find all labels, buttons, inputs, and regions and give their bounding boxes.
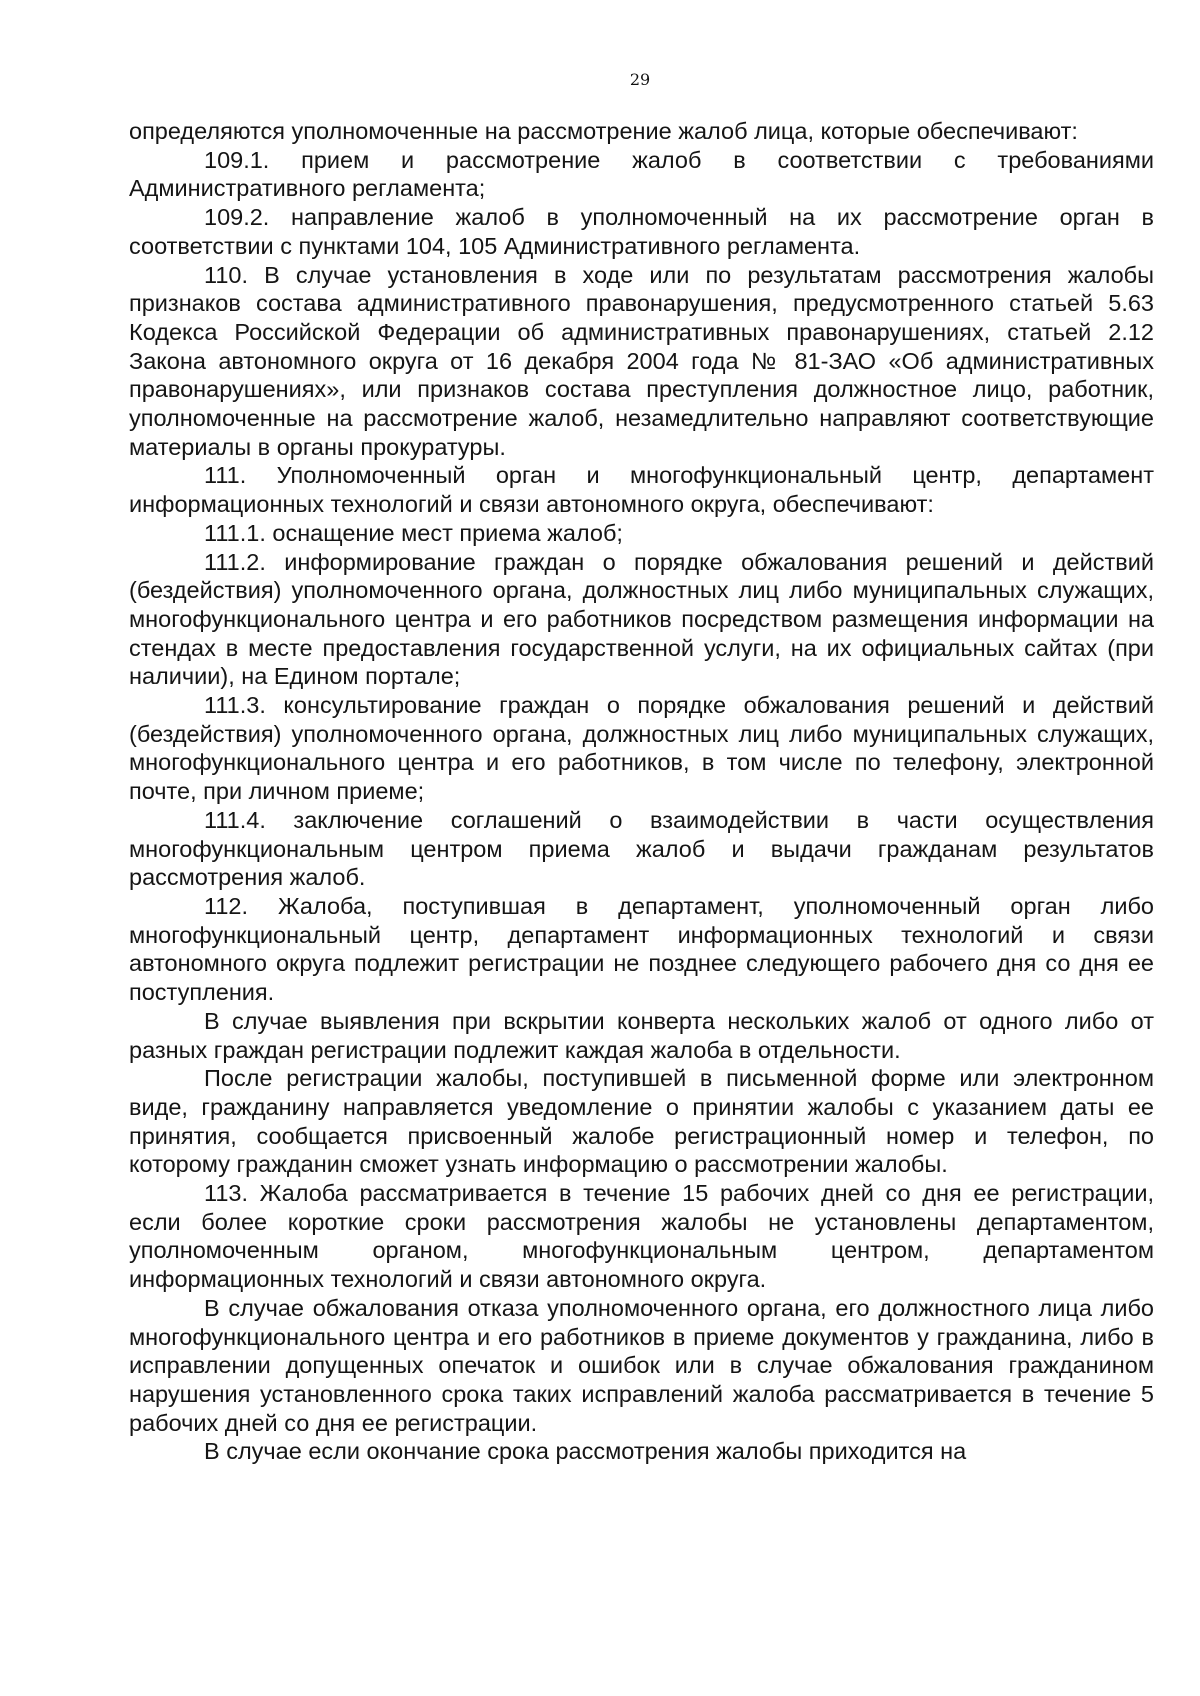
paragraph-109-2: 109.2. направление жалоб в уполномоченный на их рассмотрение орган в соответствии с пунктами 104, 105 Административного регламента. bbox=[129, 204, 1154, 259]
paragraph-obligations-intro: определяются уполномоченные на рассмотрение жалоб лица, которые обеспечивают: bbox=[129, 118, 1078, 144]
paragraph-113: 113. Жалоба рассматривается в течение 15 рабочих дней со дня ее регистрации, если более короткие сроки рассмотрения жалобы не установлены департаментом, уполномоченным органом, многофункциональным центром, департаментом информационных технологий и связи автономного округа. bbox=[129, 1180, 1154, 1293]
paragraph-111-3: 111.3. консультирование граждан о порядке обжалования решений и действий (бездействия) уполномоченного органа, должностных лиц либо муниципальных служащих, многофункционального центра и его работников, в том числе по телефону, электронной почте, при личном приеме; bbox=[129, 692, 1154, 805]
document-body bbox=[129, 117, 1154, 1466]
paragraph-113-refusal-appeal: В случае обжалования отказа уполномоченного органа, его должностного лица либо многофункционального центра и его работников в приеме документов у гражданина, либо в исправлении допущенных опечаток и ошибок или в случае обжалования гражданином нарушения установленного срока таких исправлений жалоба рассматривается в течение 5 рабочих дней со дня ее регистрации. bbox=[129, 1294, 1154, 1436]
paragraph-111-4: 111.4. заключение соглашений о взаимодействии в части осуществления многофункциональным центром приема жалоб и выдачи гражданам результатов рассмотрения жалоб. bbox=[129, 806, 1154, 891]
paragraph-109-1: 109.1. прием и рассмотрение жалоб в соответствии с требованиями Административного регламента; bbox=[129, 146, 1154, 202]
page-number: 29 bbox=[629, 70, 651, 89]
paragraph-110: 110. В случае установления в ходе или по результатам рассмотрения жалобы признаков состава административного правонарушения, предусмотренного статьей 5.63 Кодекса Российской Федерации об административных правонарушениях, статьей 2.12 Закона автономного округа от 16 декабря 2004 года № 81-ЗАО «Об административных правонарушениях», или признаков состава преступления должностное лицо, работник, уполномоченные на рассмотрение жалоб, незамедлительно направляют соответствующие материалы в органы прокуратуры. bbox=[129, 261, 1154, 460]
paragraph-113-deadline-continues: В случае если окончание срока рассмотрения жалобы приходится на bbox=[204, 1438, 967, 1465]
paragraph-112-registration-notice: После регистрации жалобы, поступившей в письменной форме или электронном виде, гражданину направляется уведомление о принятии жалобы с указанием даты ее принятия, сообщается присвоенный жалобе регистрационный номер и телефон, по которому гражданин сможет узнать информацию о рассмотрении жалобы. bbox=[129, 1065, 1154, 1178]
paragraph-111-2: 111.2. информирование граждан о порядке обжалования решений и действий (бездействия) уполномоченного органа, должностных лиц либо муниципальных служащих, многофункционального центра и его работников посредством размещения информации на стендах в месте предоставления государственной услуги, на их официальных сайтах (при наличии), на Едином портале; bbox=[129, 548, 1154, 690]
paragraph-112-multiple-complaints: В случае выявления при вскрытии конверта нескольких жалоб от одного либо от разных граждан регистрации подлежит каждая жалоба в отдельности. bbox=[129, 1007, 1154, 1063]
paragraph-111: 111. Уполномоченный орган и многофункциональный центр, департамент информационных технологий и связи автономного округа, обеспечивают: bbox=[129, 462, 1154, 518]
paragraph-111-1: 111.1. оснащение мест приема жалоб; bbox=[204, 519, 623, 546]
paragraph-112: 112. Жалоба, поступившая в департамент, уполномоченный орган либо многофункциональный центр, департамент информационных технологий и связи автономного округа подлежит регистрации не позднее следующего рабочего дня со дня ее поступления. bbox=[129, 892, 1154, 1006]
